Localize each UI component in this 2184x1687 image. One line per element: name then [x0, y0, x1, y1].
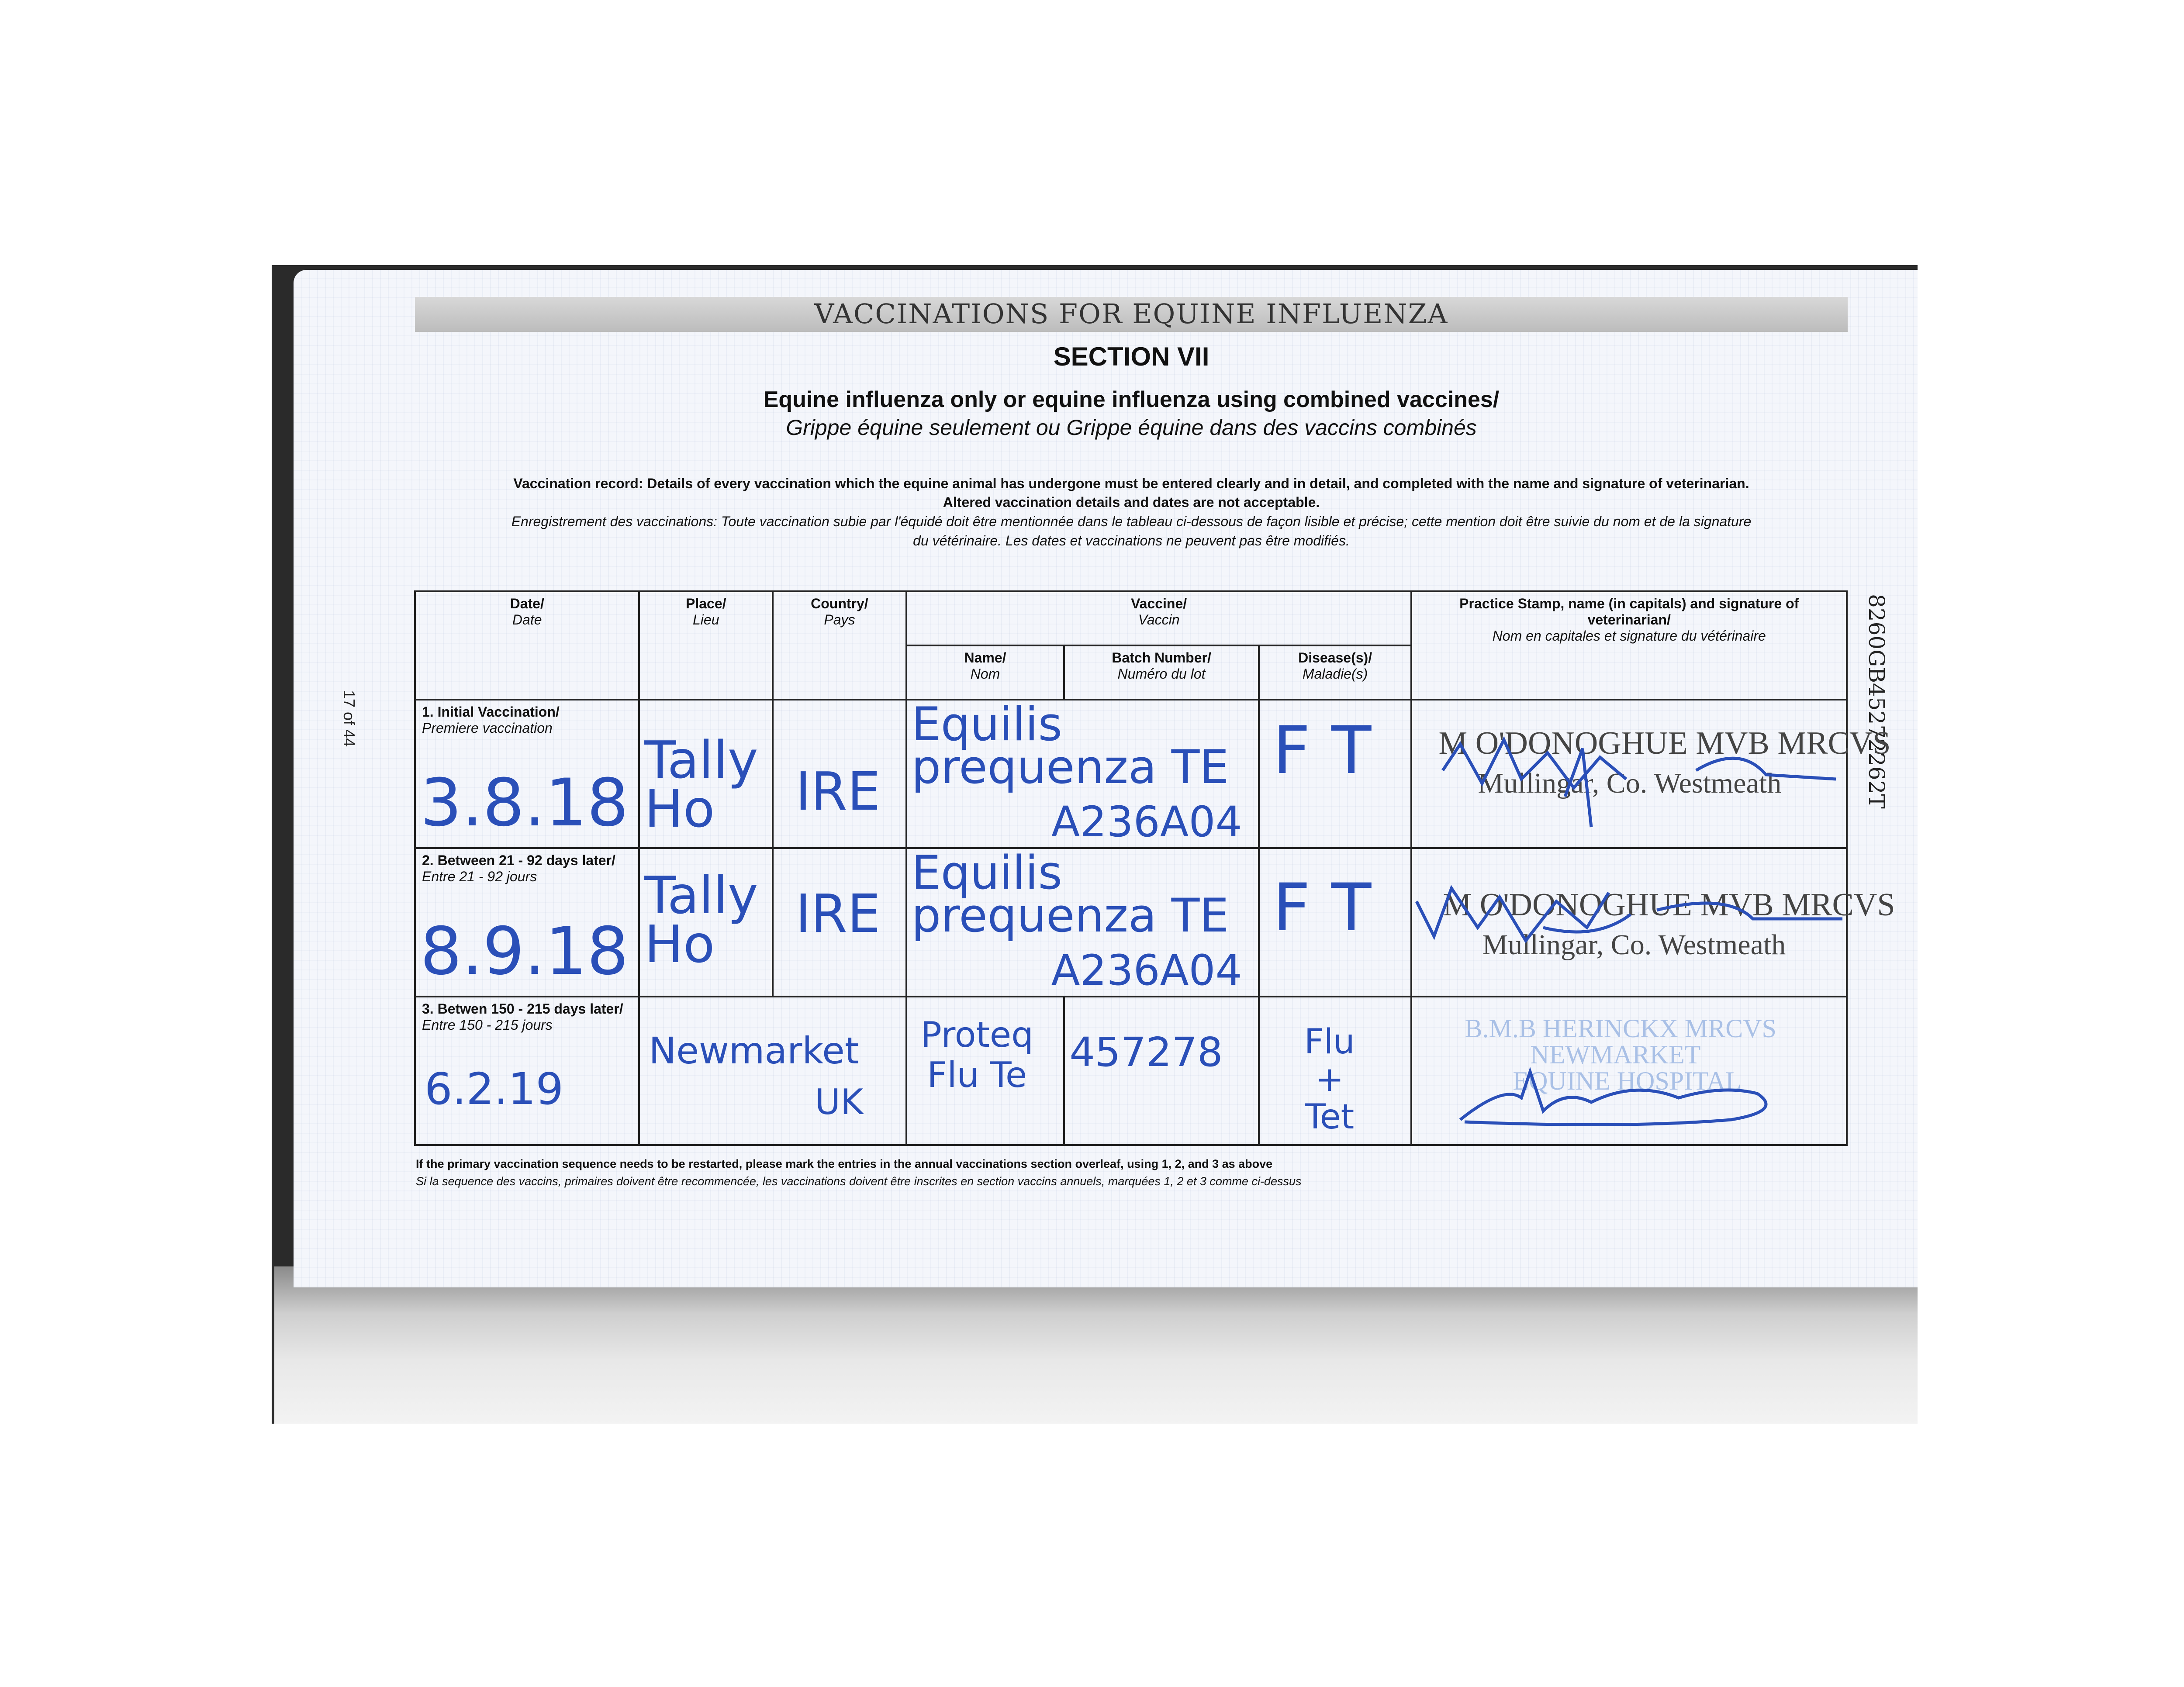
header-vaccine-name: Name/ Nom: [906, 645, 1064, 700]
place-cell: [639, 700, 773, 848]
header-batch-number: Batch Number/ Numéro du lot: [1064, 645, 1258, 700]
notice-english-1: Vaccination record: Details of every vaccination which the equine animal has undergone must be entered clearly and in detail, and completed with the name and signature of veterinarian.: [513, 476, 1749, 491]
handwritten-date: 3.8.18: [420, 765, 629, 841]
band-title: VACCINATIONS FOR EQUINE INFLUENZA: [814, 298, 1448, 330]
subtitle-english: Equine influenza only or equine influenza using combined vaccines/: [763, 387, 1500, 412]
notice-english-2: Altered vaccination details and dates are not acceptable.: [943, 494, 1320, 510]
section-number: SECTION VII: [1053, 342, 1209, 371]
header-place: Place/ Lieu: [639, 591, 773, 700]
place-country-cell: [639, 997, 906, 1145]
handwritten-date: 6.2.19: [425, 1063, 564, 1114]
subtitle-french: Grippe équine seulement ou Grippe équine dans des vaccins combinés: [786, 415, 1477, 440]
vaccine-name-cell: [906, 697, 1259, 848]
footer-english: If the primary vaccination sequence needs to be restarted, please mark the entries in the annual vaccinations section overleaf, using 1, 2, and 3 as above: [416, 1157, 1273, 1170]
signature-mark: [1434, 718, 1845, 831]
signature-mark: [1412, 875, 1845, 971]
handwritten-place: Newmarket: [649, 1029, 859, 1072]
handwritten-disease: F T: [1272, 870, 1372, 946]
stamp-cell: [1411, 997, 1847, 1145]
handwritten-date: 8.9.18: [420, 914, 629, 990]
vaccine-name-cell: [906, 848, 1259, 997]
header-country: Country/ Pays: [773, 591, 906, 700]
page-number: 17 of 44: [340, 690, 358, 747]
stamp-name: B.M.B HERINCKX MRCVS: [1465, 1014, 1776, 1043]
date-cell: 2. Between 21 - 92 days later/ Entre 21 - 92 jours 8.9.18: [415, 848, 639, 997]
notice-french-2: du vétérinaire. Les dates et vaccinations ne peuvent pas être modifiés.: [913, 533, 1350, 549]
disease-cell: [1259, 700, 1412, 848]
table-row: [415, 997, 1847, 1145]
handwritten-country: UK: [815, 1082, 864, 1122]
handwritten-place: Tally Ho: [644, 730, 758, 839]
stamp-place: Mullingar, Co. Westmeath: [1482, 929, 1786, 961]
date-cell: 1. Initial Vaccination/ Premiere vaccination 3.8.18: [415, 700, 639, 848]
country-cell: [773, 848, 906, 997]
stamp-extra: EQUINE HOSPITAL: [1513, 1066, 1742, 1095]
handwritten-batch: A236A04: [1051, 946, 1242, 995]
signature-mark: [1451, 1045, 1801, 1133]
handwritten-country: IRE: [795, 762, 881, 822]
date-cell: 3. Betwen 150 - 215 days later/ Entre 150 - 215 jours 6.2.19: [415, 997, 639, 1145]
stamp-name: M O'DONOGHUE MVB MRCVS: [1438, 725, 1891, 761]
header-date: Date/ Date: [415, 591, 639, 700]
table-row: [415, 700, 1847, 848]
handwritten-vaccine-name: Equilis prequenza TE: [911, 697, 1229, 794]
batch-cell: [1064, 997, 1258, 1145]
handwritten-country: IRE: [795, 884, 881, 945]
handwritten-disease: Flu + Tet: [1304, 1022, 1355, 1137]
passport-id: 8260GB45272262T: [1864, 594, 1889, 809]
header-vaccine: Vaccine/ Vaccin: [906, 591, 1412, 645]
header-practice-stamp: Practice Stamp, name (in capitals) and signature of veterinarian/ Nom en capitales et signature du vétérinaire: [1411, 591, 1847, 700]
stamp-place: NEWMARKET: [1530, 1040, 1701, 1069]
stamp-place: Mullingar, Co. Westmeath: [1478, 767, 1782, 799]
country-cell: [773, 700, 906, 848]
vaccine-name-cell: [906, 997, 1064, 1145]
stamp-cell: [1411, 848, 1895, 997]
footer-french: Si la sequence des vaccins, primaires doivent être recommencée, les vaccinations doivent être inscrites en section vaccins annuels, marquées 1, 2 et 3 comme ci-dessus: [416, 1175, 1302, 1188]
handwritten-place: Tally Ho: [644, 865, 758, 975]
handwritten-disease: F T: [1272, 713, 1372, 789]
disease-cell: [1259, 997, 1412, 1145]
table-row: [415, 848, 1847, 997]
notice-french-1: Enregistrement des vaccinations: Toute vaccination subie par l'équidé doit être mentionnée dans le tableau ci-dessous de façon lisible et précise; cette mention doit être suivie du nom et de la signature: [511, 514, 1752, 529]
handwritten-vaccine-name: Equilis prequenza TE: [911, 846, 1229, 942]
place-cell: [639, 848, 773, 997]
disease-cell: [1259, 848, 1412, 997]
stamp-name: M O'DONOGHUE MVB MRCVS: [1443, 887, 1895, 923]
header-disease: Disease(s)/ Maladie(s): [1259, 645, 1412, 700]
handwritten-vaccine-name: Proteq Flu Te: [920, 1014, 1033, 1095]
handwritten-batch: A236A04: [1051, 797, 1242, 846]
binder-edge: [274, 1266, 1918, 1424]
handwritten-batch: 457278: [1069, 1029, 1223, 1076]
